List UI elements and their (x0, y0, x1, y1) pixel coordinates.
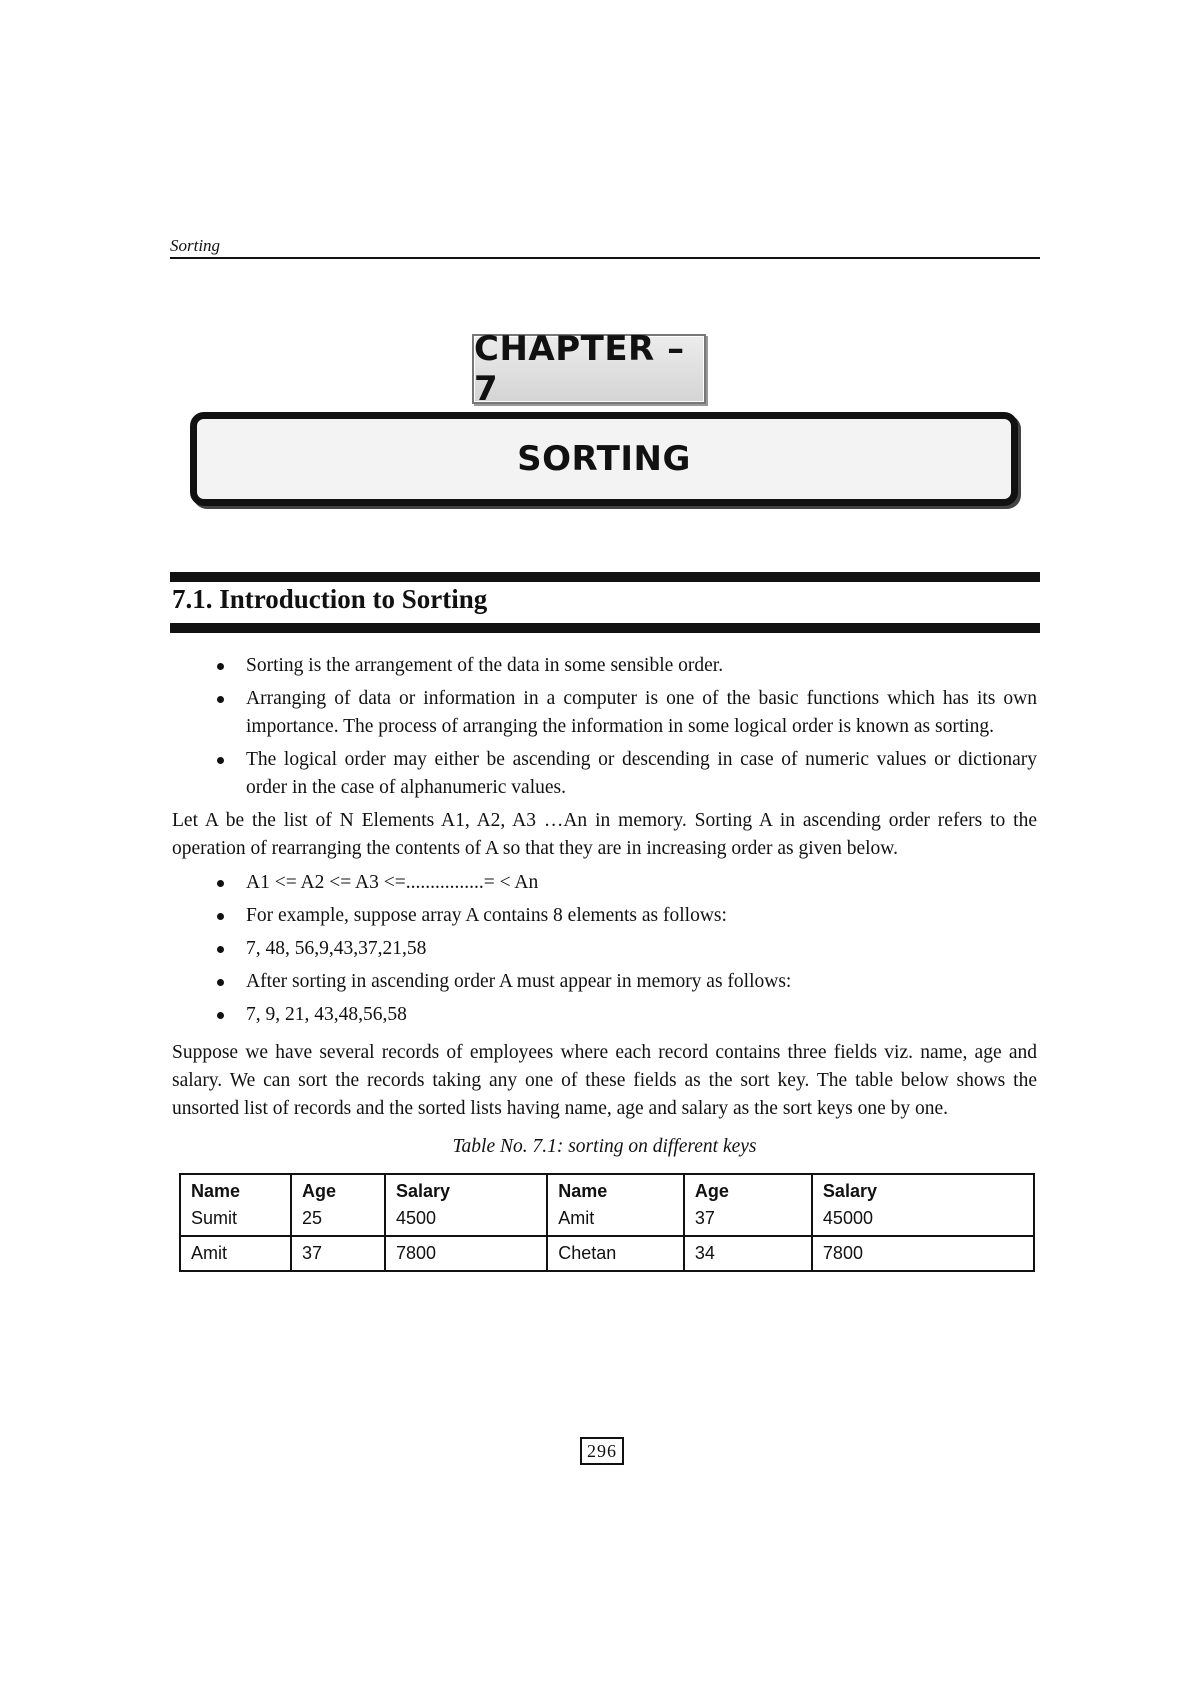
list-item: After sorting in ascending order A must appear in memory as follows: (172, 968, 1037, 996)
column-header: Salary (395, 1181, 450, 1201)
page-number: 296 (580, 1437, 624, 1465)
table-cell (812, 1174, 1034, 1236)
cell-value: 4500 (395, 1208, 436, 1228)
list-item: Sorting is the arrangement of the data in some sensible order. (172, 652, 1037, 680)
list-item: A1 <= A2 <= A3 <=................= < An (172, 869, 1037, 897)
records-paragraph: Suppose we have several records of employees where each record contains three fields viz. name, age and salary. We can sort the records taking any one of these fields as the sort key. The table below shows the unsorted list of records and the sorted lists having name, age and salary as the sort keys one by one. (172, 1042, 1037, 1119)
table-cell: Chetan (547, 1236, 684, 1271)
list-item: Arranging of data or information in a computer is one of the basic functions which has its own importance. The process of arranging the information in some logical order is known as sorting. (172, 685, 1037, 741)
table-cell: 37 (291, 1236, 385, 1271)
cell-value: 37 (694, 1208, 715, 1228)
main-content (172, 652, 1037, 1272)
cell-value: Sumit (191, 1208, 238, 1228)
list-item: For example, suppose array A contains 8 elements as follows: (172, 902, 1037, 930)
column-header: Name (558, 1181, 608, 1201)
list-item: 7, 48, 56,9,43,37,21,58 (172, 935, 1037, 963)
column-header: Age (302, 1181, 337, 1201)
table-cell (547, 1174, 684, 1236)
column-header: Age (694, 1181, 729, 1201)
records-table (179, 1173, 1035, 1272)
column-header: Salary (822, 1181, 877, 1201)
table-cell: 7800 (385, 1236, 547, 1271)
intro-bullet-list (172, 652, 1037, 802)
table-cell (684, 1174, 812, 1236)
column-header: Name (191, 1181, 241, 1201)
table-cell: 34 (684, 1236, 812, 1271)
table-row (180, 1236, 1034, 1271)
list-item: The logical order may either be ascending or descending in case of numeric values or dictionary order in the case of alphanumeric values. (172, 746, 1037, 802)
section-rule-top (170, 572, 1040, 582)
table-cell (385, 1174, 547, 1236)
chapter-label: CHAPTER – 7 (472, 334, 706, 404)
cell-value: Amit (558, 1208, 595, 1228)
table-cell (180, 1174, 291, 1236)
chapter-title: SORTING (190, 412, 1018, 506)
section-rule-bottom (170, 623, 1040, 633)
running-header: Sorting (170, 236, 1040, 259)
list-item: 7, 9, 21, 43,48,56,58 (172, 1001, 1037, 1029)
example-bullet-list (172, 869, 1037, 1029)
table-cell (291, 1174, 385, 1236)
cell-value: 45000 (822, 1208, 873, 1228)
table-row (180, 1174, 1034, 1236)
cell-value: 25 (302, 1208, 323, 1228)
table-cell: Amit (180, 1236, 291, 1271)
table-caption: Table No. 7.1: sorting on different keys (452, 1136, 757, 1157)
section-heading: 7.1. Introduction to Sorting (172, 584, 488, 614)
list-definition-paragraph: Let A be the list of N Elements A1, A2, A3 …An in memory. Sorting A in ascending order refers to the operation of rearranging the contents of A so that they are in increasing order as given below. (172, 810, 1037, 859)
table-cell: 7800 (812, 1236, 1034, 1271)
